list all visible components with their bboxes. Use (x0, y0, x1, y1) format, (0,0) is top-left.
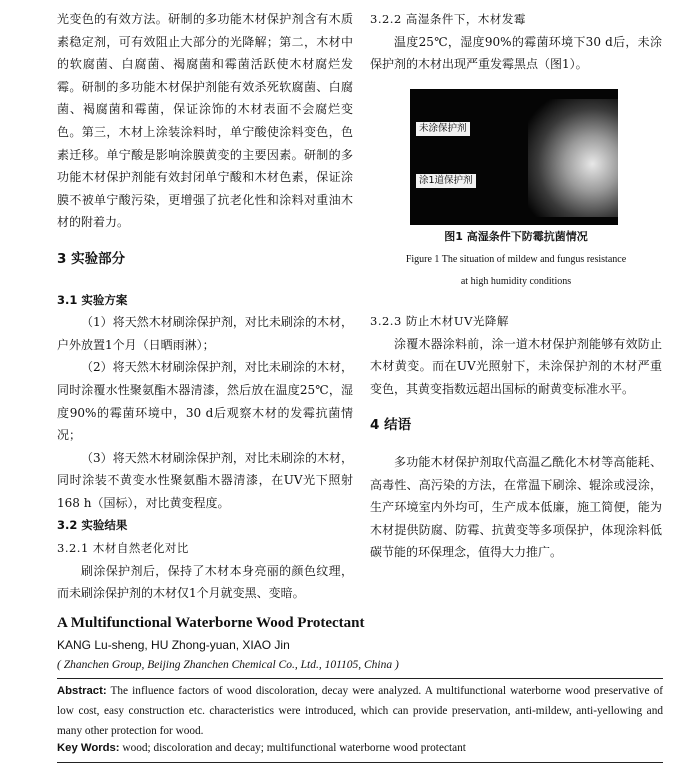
figure-1-caption-en (370, 249, 662, 293)
figure-1-caption-cn: 图1 高湿条件下防霉抗菌情况 (444, 230, 588, 243)
section-3-2-2-paragraph: 温度25℃，湿度90%的霉菌环境下30 d后，未涂保护剂的木材出现严重发霉黑点（图1）。 (370, 34, 662, 72)
conclusion-paragraph: 多功能木材保护剂取代高温乙酰化木材等高能耗、高毒性、高污染的方法，在常温下刷涂、辊涂或浸涂，生产环境室内外均可，生产成本低廉，施工简便，能为木材提供防腐、防霉、抗黄变等多项保护，体现涂料低碳节能的环保理念，值得大力推广。 (370, 454, 662, 560)
step-1-paragraph: （1）将天然木材刷涂保护剂，对比未刷涂的木材，户外放置1个月（日晒雨淋）； (57, 315, 353, 352)
section-3-2-2-heading: 3.2.2 高湿条件下，木材发霉 (370, 12, 526, 26)
section-3-2-heading: 3.2 实验结果 (57, 518, 128, 533)
figure-label-untreated: 未涂保护剂 (416, 122, 470, 136)
section-3-2-3-paragraph: 涂覆木器涂料前，涂一道木材保护剂能够有效防止木材黄变。而在UV光照射下，未涂保护剂的木材严重变色，其黄变指数远超出国标的耐黄变标准水平。 (370, 336, 662, 396)
step-3-paragraph: （3）将天然木材刷涂保护剂，对比未刷涂的木材，同时涂装不黄变水性聚氨酯木器清漆，在UV光下照射168 h（国标），对比黄变程度。 (57, 450, 353, 510)
abstract-bottom-rule (57, 762, 663, 763)
keywords-text: wood; discoloration and decay; multifunctional waterborne wood protectant (122, 742, 466, 754)
english-authors: KANG Lu-sheng, HU Zhong-yuan, XIAO Jin (57, 638, 290, 652)
section-3-2-3-heading: 3.2.3 防止木材UV光降解 (370, 314, 509, 328)
abstract-label: Abstract: (57, 685, 107, 697)
abstract-top-rule (57, 678, 663, 679)
keywords-label: Key Words: (57, 742, 120, 754)
step-2-paragraph: （2）将天然木材刷涂保护剂，对比未刷涂的木材，同时涂覆水性聚氨酯木器清漆，然后放在温度25℃，湿度90%的霉菌环境中，30 d后观察木材的发霉抗菌情况； (57, 360, 353, 443)
section-4-heading: 4 结语 (370, 417, 412, 434)
mildew-sample-glow (528, 99, 618, 217)
left-column (57, 8, 353, 605)
right-column (370, 8, 662, 76)
intro-paragraph: 光变色的有效方法。研制的多功能木材保护剂含有木质素稳定剂，可有效阻止大部分的光降解；第二，木材中的软腐菌、白腐菌、褐腐菌和霉菌活跃使木材腐烂发霉。研制的多功能木材保护剂能有效杀死软腐菌、白腐菌、褐腐菌和霉菌，保证涂饰的木材表面不会腐烂变色。第三，木材上涂装涂料时，单宁酸使涂料变色，色素迁移。单宁酸是影响涂膜黄变的主要因素。研制的多功能木材保护剂能有效封闭单宁酸和木材色素，保证涂膜不被单宁酸污染，更增强了抗老化性和涂料对重油木材的附着力。 (57, 12, 353, 230)
section-3-2-1-heading: 3.2.1 木材自然老化对比 (57, 541, 189, 556)
figure-1-photo (410, 89, 618, 225)
figure-1-caption-en-line1: Figure 1 The situation of mildew and fungus resistance (405, 254, 627, 265)
section-3-1-heading: 3.1 实验方案 (57, 292, 128, 307)
english-abstract (57, 681, 663, 741)
english-title: A Multifunctional Waterborne Wood Protectant (57, 615, 365, 631)
abstract-text: The influence factors of wood discoloration, decay were analyzed. A multifunctional waterborne wood preservative of low cost, easy construction etc. characteristics were introduced, which can provide preservation, anti-mildew, anti-yellowing and many other protection for wood. (57, 685, 663, 737)
figure-label-treated: 涂1道保护剂 (416, 174, 476, 188)
figure-1-caption-en-line2: at high humidity conditions (460, 276, 572, 287)
right-column-lower (370, 310, 662, 564)
english-affiliation: ( Zhanchen Group, Beijing Zhanchen Chemical Co., Ltd., 101105, China ) (57, 659, 399, 671)
section-3-2-1-paragraph: 刷涂保护剂后，保持了木材本身亮丽的颜色纹理，而未刷涂保护剂的木材仅1个月就变黑、变暗。 (57, 563, 353, 601)
english-keywords (57, 742, 663, 754)
section-3-heading: 3 实验部分 (57, 250, 126, 267)
